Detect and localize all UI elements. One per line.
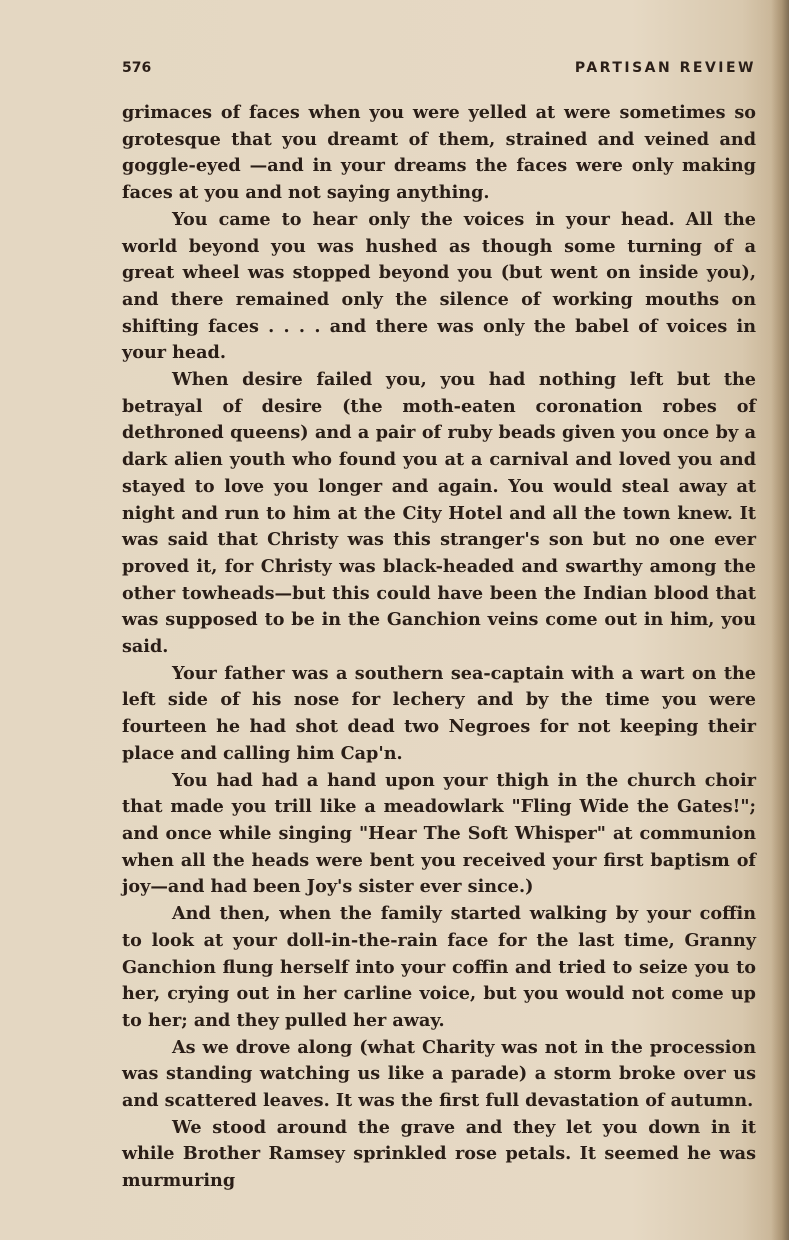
running-head <box>122 60 756 84</box>
paragraph: As we drove along (what Charity was not in the procession was standing watching us like a parade) a storm broke over us and scattered leaves. It was the first full devastation of autumn. <box>122 1036 756 1112</box>
paragraph: grimaces of faces when you were yelled at were sometimes so grotesque that you dreamt of them, strained and veined and goggle-eyed —and in your dreams the faces were only making faces at you and not saying anything. <box>122 102 756 204</box>
paragraph: And then, when the family started walking by your coffin to look at your doll-in-the-rain face for the last time, Granny Ganchion flung herself into your coffin and tried to seize you to her, crying out in her carline voice, but you would not come up to her; and they pulled her away. <box>122 903 756 1031</box>
page-number: 576 <box>122 60 152 76</box>
body-text <box>122 100 756 1195</box>
journal-title: PARTISAN REVIEW <box>574 60 756 76</box>
paragraph: When desire failed you, you had nothing left but the betrayal of desire (the moth-eaten coronation robes of dethroned queens) and a pair of ruby beads given you once by a dark alien youth who found you at a carnival and loved you and stayed to love you longer and again. You would steal away at night and run to him at the City Hotel and all the town knew. It was said that Christy was this stranger's son but no one ever proved it, for Christy was black-headed and swarthy among the other towheads—but this could have been the Indian blood that was supposed to be in the Ganchion veins come out in him, you said. <box>122 369 756 658</box>
binding-shadow <box>771 0 789 1240</box>
paragraph: You came to hear only the voices in your head. All the world beyond you was hushed as though some turning of a great wheel was stopped beyond you (but went on inside you), and there remained only the silence of working mouths on shifting faces . . . . and there was only the babel of voices in your head. <box>122 208 756 364</box>
paragraph: Your father was a southern sea-captain with a wart on the left side of his nose for lechery and by the time you were fourteen he had shot dead two Negroes for not keeping their place and calling him Cap'n. <box>122 662 756 764</box>
paragraph: You had had a hand upon your thigh in the church choir that made you trill like a meadowlark "Fling Wide the Gates!"; and once while singing "Hear The Soft Whisper" at communion when all the heads were bent you received your first baptism of joy—and had been Joy's sister ever since.) <box>122 769 756 898</box>
paragraph: We stood around the grave and they let you down in it while Brother Ramsey sprinkled rose petals. It seemed he was murmuring <box>122 1116 756 1192</box>
